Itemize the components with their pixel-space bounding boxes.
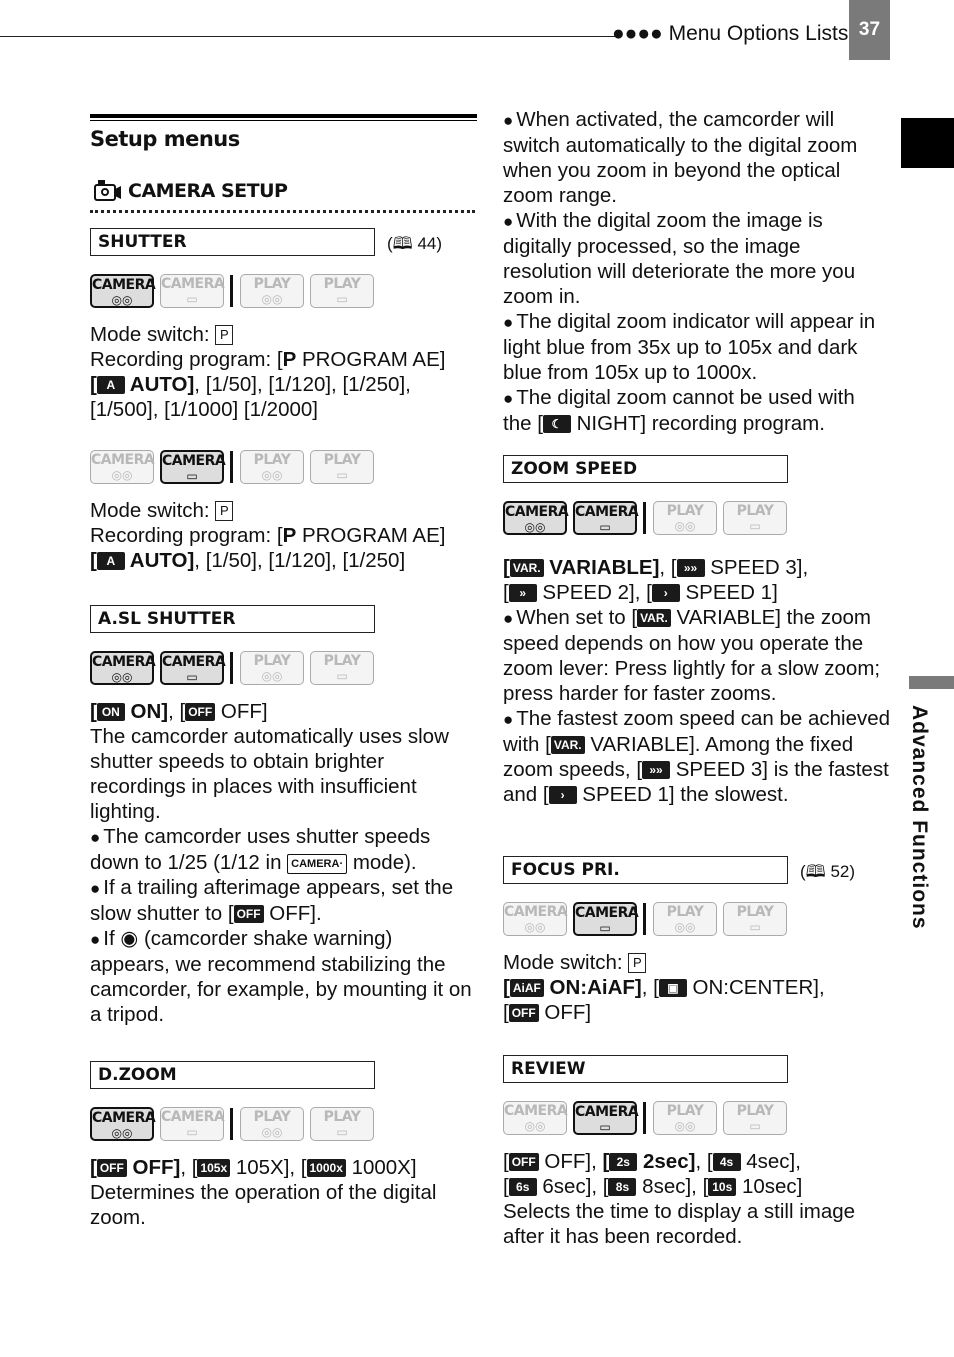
zoom-bullet-1-end: VARIABLE] the zoom speed depends on how you operate the zoom lever: Press lightly for a slow zoom; press harder for faster zooms. (503, 606, 881, 705)
asl-text: [ ON ON], [ OFF OFF] The camcorder automatically uses slow shutter speeds to obtain brighter recordings in places with insufficient lighting. ● The camcorder uses shutter speeds down to 1/25 (1/12 in CAMERA· mode). ● If a trailing afterimage appears, set the slow shutter to [ OFF OFF]. ● If ◉ (camcorder shake warning) appears, we recommend stabilizing the camcorder, for example, by mounting it on a tripod. (90, 699, 475, 1027)
asl-bullet-3-end: (camcorder shake warning) appears, we recommend stabilizing the camcorder, for example, by mounting it on a tripod. (90, 927, 472, 1026)
asl-bullet-1-end: mode). (347, 851, 417, 874)
mode-divider (230, 451, 233, 483)
mode-play-card: PLAY ▭ (723, 902, 787, 936)
program-ae-text: PROGRAM AE] (296, 524, 446, 547)
dzoom-bullet-3: ● The digital zoom indicator will appear in light blue from 35x up to 105x and dark blue from 105x up to 1000x. (503, 309, 888, 385)
mode-switch-label: Mode switch: (90, 499, 210, 522)
speed3-icon: »» (642, 761, 670, 779)
asl-bullet-1-text: The camcorder uses shutter speeds down to 1/25 (1/12 in (90, 825, 431, 874)
program-ae-icon: P (282, 524, 297, 547)
8sec-icon: 8s (608, 1178, 636, 1196)
mode-divider (643, 502, 646, 534)
zoom-bullet-2 (503, 706, 893, 807)
program-ae-text: PROGRAM AE] (296, 348, 446, 371)
card-icon: ▭ (749, 920, 761, 934)
off-icon: OFF (97, 1159, 127, 1177)
cassette-icon: ◎◎ (674, 920, 696, 934)
dzoom-night-text: The digital zoom cannot be used with the [ (503, 386, 855, 435)
mode-divider (643, 1102, 646, 1134)
mode-play-tape: PLAY ◎◎ (240, 274, 304, 308)
dotted-divider (90, 210, 475, 213)
auto-text: AUTO] (124, 373, 195, 396)
review-10sec: 10sec] (736, 1175, 803, 1198)
card-icon: ▭ (186, 469, 198, 483)
mode-play-card: PLAY ▭ (310, 450, 374, 484)
mode-camera-card: CAMERA ▭ (161, 1109, 225, 1139)
card-icon: ▭ (186, 670, 198, 684)
review-label: REVIEW (503, 1055, 788, 1083)
review-mode-row (503, 1101, 793, 1135)
focus-ref-page: 52 (830, 862, 850, 881)
recording-program-text: Recording program: [ (90, 524, 283, 547)
shutter-values-1: , [1/50], [1/120], [1/250], [1/500], [1/1000] [1/2000] (90, 373, 411, 421)
focus-text: Mode switch: P [ AiAF ON:AiAF], [ ▣ ON:CENTER], [ OFF OFF] (503, 951, 825, 1024)
cassette-icon: ◎◎ (261, 468, 283, 482)
mode-play-tape: PLAY ◎◎ (653, 902, 717, 936)
review-text: [ OFF OFF], [ 2s 2sec], [ 4s 4sec], [ 6s 6sec], [ 8s 8sec], [ 10s 10sec] Selects the time to display a still image after it has been recorded. (503, 1149, 893, 1249)
mode-play-tape: PLAY ◎◎ (240, 651, 304, 685)
shutter-block-2: Mode switch: P Recording program: [P PROGRAM AE] [ A AUTO], [1/50], [1/120], [1/250] (90, 499, 446, 572)
zoom-speed3: SPEED 3], (704, 556, 809, 579)
zoom-bullet-1 (503, 605, 893, 706)
section-rule-thin (90, 120, 477, 121)
focus-mode-row (503, 902, 793, 936)
mode-divider (643, 903, 646, 935)
off-icon: OFF (509, 1153, 539, 1171)
mode-camera-tape: CAMERA ◎◎ (90, 651, 154, 685)
mode-divider (230, 652, 233, 684)
cassette-icon: ◎◎ (261, 292, 283, 306)
dzoom-1000: 1000X] (345, 1156, 417, 1179)
dzoom-bullet-1: ● When activated, the camcorder will switch automatically to the digital zoom when you zoom in beyond the optical zoom range. (503, 107, 888, 208)
mode-program-symbol: P (628, 953, 646, 973)
cassette-icon: ◎◎ (111, 468, 133, 482)
mode-camera-tape: CAMERA ◎◎ (91, 452, 155, 482)
card-icon: ▭ (749, 1119, 761, 1133)
zoom-105x-icon: 105x (197, 1159, 230, 1177)
mode-camera-tape: CAMERA ◎◎ (90, 1107, 154, 1141)
card-icon: ▭ (336, 1125, 348, 1139)
header-rule (0, 36, 620, 37)
speed1-icon: › (549, 786, 577, 804)
dzoom-bullet-2: ● With the digital zoom the image is digitally processed, so the image resolution will deteriorate the more you zoom in. (503, 208, 888, 309)
zoom-speed-text: [ VAR. VARIABLE], [ »» SPEED 3], [ » SPEED 2], [ › SPEED 1] ● When set to [ VAR. VARIABLE] the zoom speed depends on how you operate the zoom lever: Press lightly for a slow zoom; press harder for faster zooms. ● The fastest zoom speed can be achieved with [ VAR. VARIABLE]. Among the fixed zoom speeds, [ »» SPEED 3] is the fastest and [ › SPEED 1] the slowest. (503, 555, 893, 807)
focus-pri-label: FOCUS PRI. (503, 856, 788, 884)
focus-center: ON:CENTER], (686, 976, 825, 999)
focus-aiaf: ON:AiAF] (543, 976, 642, 999)
focus-ref: (🕮 52) (800, 862, 856, 881)
shutter-block-1: Mode switch: P Recording program: [P PROGRAM AE] [ A AUTO], [1/50], [1/120], [1/250], [1/500], [1/1000] [1/2000] (90, 323, 446, 421)
center-focus-icon: ▣ (659, 979, 687, 997)
mode-play-card: PLAY ▭ (310, 1107, 374, 1141)
shutter-mode-row-2 (90, 450, 380, 484)
mode-camera-tape: CAMERA ◎◎ (503, 501, 567, 535)
recording-program-text: Recording program: [ (90, 348, 283, 371)
shutter-label: SHUTTER (90, 228, 375, 256)
shutter-ref: (🕮 44) (387, 234, 443, 253)
card-icon: ▭ (599, 520, 611, 534)
shake-warning-icon: ◉ (120, 927, 139, 950)
auto-icon: A (97, 552, 125, 570)
chapter-tab-marker (901, 118, 954, 168)
page-number: 37 (849, 0, 890, 60)
card-icon: ▭ (749, 519, 761, 533)
asl-bullet-3 (90, 926, 475, 1027)
program-ae-icon: P (282, 348, 297, 371)
on-icon: ON (97, 703, 125, 721)
zoom-bullet-2-mid: VARIABLE]. Among the fixed zoom speeds, [ (503, 733, 854, 781)
speed2-icon: » (509, 584, 537, 602)
card-icon: ▭ (336, 292, 348, 306)
shutter-values-2: , [1/50], [1/120], [1/250] (194, 549, 406, 572)
header-title: ●●●● Menu Options Lists (612, 22, 849, 45)
zoom-bullet-2-end: SPEED 1] the slowest. (576, 783, 789, 806)
cassette-icon: ◎◎ (261, 669, 283, 683)
dzoom-off: OFF] (126, 1156, 181, 1179)
night-moon-icon: ☾ (543, 415, 571, 433)
card-icon: ▭ (599, 921, 611, 935)
review-2sec: 2sec] (637, 1150, 696, 1173)
asl-bullet-3-text: If (103, 927, 121, 950)
variable-icon: VAR. (551, 736, 585, 754)
mode-play-card: PLAY ▭ (723, 501, 787, 535)
card-icon: ▭ (186, 1125, 198, 1139)
asl-bullet-2-text: If a trailing afterimage appears, set the slow shutter to [ (90, 876, 454, 925)
mode-program-symbol: P (215, 325, 233, 345)
dzoom-description: Determines the operation of the digital zoom. (90, 1181, 437, 1229)
mode-divider (230, 1108, 233, 1140)
mode-play-tape: PLAY ◎◎ (240, 450, 304, 484)
2sec-icon: 2s (609, 1153, 637, 1171)
mode-play-tape: PLAY ◎◎ (240, 1107, 304, 1141)
review-6sec: 6sec], [ (536, 1175, 609, 1198)
6sec-icon: 6s (509, 1178, 537, 1196)
mode-camera-card: CAMERA ▭ (573, 1101, 637, 1135)
dzoom-bullet-4 (503, 385, 888, 436)
zoom-speed-mode-row (503, 501, 793, 535)
shutter-ref-page: 44 (417, 234, 437, 253)
off-icon: OFF (234, 905, 264, 923)
chapter-tab-grey (909, 676, 954, 689)
section-rule (90, 114, 477, 118)
cassette-icon: ◎◎ (111, 1126, 133, 1140)
mode-camera-card: CAMERA ▭ (161, 276, 225, 306)
speed1-icon: › (652, 584, 680, 602)
zoom-bullet-2-text: The fastest zoom speed can be achieved with [ (503, 707, 891, 756)
asl-bullet-2 (90, 875, 475, 926)
mode-camera-tape: CAMERA ◎◎ (504, 904, 568, 934)
card-icon: ▭ (599, 1120, 611, 1134)
cassette-icon: ◎◎ (111, 670, 133, 684)
zoom-bullet-1-text: When set to [ (516, 606, 638, 629)
speed3-icon: »» (677, 559, 705, 577)
cassette-icon: ◎◎ (674, 519, 696, 533)
review-description: Selects the time to display a still image after it has been recorded. (503, 1200, 856, 1248)
mode-play-card: PLAY ▭ (310, 274, 374, 308)
book-icon: 🕮 (392, 234, 413, 253)
section-title: Setup menus (90, 127, 240, 151)
mode-play-card: PLAY ▭ (723, 1101, 787, 1135)
mode-play-tape: PLAY ◎◎ (653, 501, 717, 535)
asl-shutter-label: A.SL SHUTTER (90, 605, 375, 633)
dzoom-text: [ OFF OFF], [ 105x 105X], [ 1000x 1000X] Determines the operation of the digital zoom. (90, 1155, 475, 1230)
dzoom-bullets (503, 107, 888, 436)
camera-setup-title: CAMERA SETUP (128, 180, 288, 202)
off-icon: OFF (509, 1004, 539, 1022)
dzoom-105: 105X], [ (230, 1156, 307, 1179)
zoom-bullet-2-mid2: SPEED 3] is the fastest and [ (503, 758, 889, 806)
card-icon: ▭ (186, 292, 198, 306)
mode-switch-label: Mode switch: (503, 951, 623, 974)
shutter-mode-row-1 (90, 274, 380, 308)
mode-play-card: PLAY ▭ (310, 651, 374, 685)
variable-icon: VAR. (510, 559, 544, 577)
10sec-icon: 10s (708, 1178, 736, 1196)
mode-play-tape: PLAY ◎◎ (653, 1101, 717, 1135)
cassette-icon: ◎◎ (524, 520, 546, 534)
card-icon: ▭ (336, 468, 348, 482)
asl-bullet-2-end: OFF]. (263, 902, 322, 925)
mode-camera-tape: CAMERA ◎◎ (504, 1103, 568, 1133)
mode-camera-card: CAMERA ▭ (573, 902, 637, 936)
dzoom-mode-row (90, 1107, 380, 1141)
aiaf-icon: AiAF (510, 979, 544, 997)
review-8sec: 8sec], [ (636, 1175, 709, 1198)
zoom-speed2: SPEED 2], [ (536, 581, 652, 604)
zoom-speed1: SPEED 1] (679, 581, 778, 604)
camera-setup-icon (92, 178, 122, 204)
dzoom-night-end: NIGHT] recording program. (570, 412, 825, 435)
cassette-icon: ◎◎ (524, 1119, 546, 1133)
cassette-icon: ◎◎ (674, 1119, 696, 1133)
mode-divider (230, 275, 233, 307)
off-icon: OFF (185, 703, 215, 721)
mode-camera-card: CAMERA ▭ (160, 450, 224, 484)
auto-icon: A (97, 376, 125, 394)
4sec-icon: 4s (713, 1153, 741, 1171)
variable-icon: VAR. (637, 609, 671, 627)
side-tab (893, 705, 953, 935)
mode-program-symbol: P (215, 501, 233, 521)
auto-text: AUTO] (124, 549, 195, 572)
asl-bullet-1 (90, 824, 475, 875)
asl-off: OFF] (215, 700, 268, 723)
side-tab-label: Advanced Functions (908, 705, 931, 930)
mode-switch-label: Mode switch: (90, 323, 210, 346)
focus-off: OFF] (538, 1001, 592, 1024)
zoom-variable: VARIABLE] (543, 556, 660, 579)
mode-camera-card: CAMERA ▭ (160, 651, 224, 685)
zoom-1000x-icon: 1000x (307, 1159, 346, 1177)
cassette-icon: ◎◎ (524, 920, 546, 934)
asl-mode-row (90, 651, 380, 685)
asl-on: ON] (124, 700, 169, 723)
asl-description: The camcorder automatically uses slow shutter speeds to obtain brighter recordings in places with insufficient lighting. (90, 725, 449, 823)
dzoom-label: D.ZOOM (90, 1061, 375, 1089)
zoom-speed-label: ZOOM SPEED (503, 455, 788, 483)
review-off: OFF], (538, 1150, 603, 1173)
cassette-icon: ◎◎ (261, 1125, 283, 1139)
card-icon: ▭ (336, 669, 348, 683)
mode-camera-card: CAMERA ▭ (573, 501, 637, 535)
mode-camera-tape: CAMERA ◎◎ (90, 274, 154, 308)
book-icon: 🕮 (805, 862, 826, 881)
camera-card-mode-icon: CAMERA· (287, 854, 347, 874)
cassette-icon: ◎◎ (111, 293, 133, 307)
review-4sec: 4sec], (740, 1150, 801, 1173)
